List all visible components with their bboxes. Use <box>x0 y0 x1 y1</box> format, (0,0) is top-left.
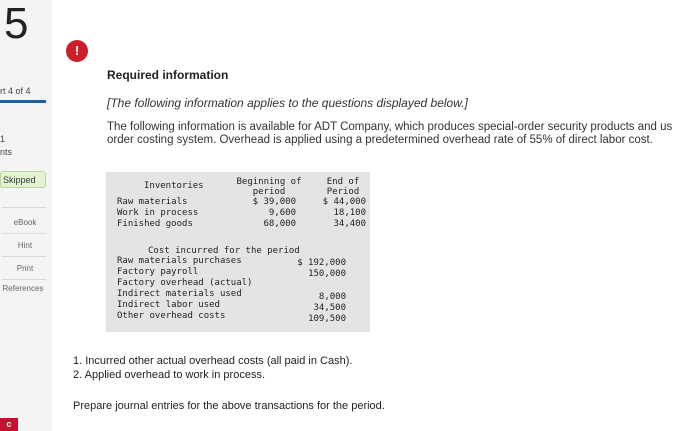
cost-label: Raw materials purchases <box>117 256 242 266</box>
ebook-link[interactable]: eBook <box>13 218 37 227</box>
cost-value: 109,500 <box>308 314 346 324</box>
costs-header: Cost incurred for the period <box>148 246 300 256</box>
inventory-begin: 68,000 <box>263 219 296 229</box>
brand-logo: c <box>0 418 18 431</box>
required-info-subtitle: [The following information applies to the questions displayed below.] <box>107 96 468 110</box>
inventory-label: Work in process <box>117 208 199 218</box>
requirements-list <box>73 354 352 382</box>
inventory-end: 34,400 <box>333 219 366 229</box>
question-sidebar <box>0 0 52 431</box>
col-begin-header: Beginning of <box>236 177 302 187</box>
cost-label: Factory payroll <box>117 267 199 277</box>
status-badge: Skipped <box>0 171 46 188</box>
inventory-label: Raw materials <box>117 197 188 207</box>
sidebar-divider <box>2 233 46 234</box>
references-link[interactable]: References <box>2 284 44 293</box>
hint-link[interactable]: Hint <box>17 241 33 250</box>
question-number: 5 <box>4 0 29 48</box>
cost-label: Indirect labor used <box>117 300 220 310</box>
requirement-item: 1. Incurred other actual overhead costs (all paid in Cash). <box>73 355 353 367</box>
cost-value: 8,000 <box>318 292 346 302</box>
points-label: nts <box>0 147 13 157</box>
points-value: 1 <box>0 134 6 144</box>
inventory-end: 18,100 <box>333 208 366 218</box>
cost-label: Indirect materials used <box>117 289 242 299</box>
sidebar-divider <box>2 279 46 280</box>
part-indicator: rt 4 of 4 <box>0 86 31 96</box>
inventories-table <box>106 172 370 238</box>
inventory-label: Finished goods <box>117 219 193 229</box>
sidebar-divider <box>2 256 46 257</box>
sidebar-divider <box>2 207 46 208</box>
inventories-header: Inventories <box>144 181 204 191</box>
col-end-header: Period <box>326 187 360 197</box>
intro-text <box>107 121 700 147</box>
alert-icon: ! <box>66 40 88 62</box>
col-end-header: End of <box>326 177 360 187</box>
part-progress-bar <box>0 100 46 103</box>
inventory-end: $ 44,000 <box>322 197 366 207</box>
col-begin-header: period <box>252 187 286 197</box>
intro-line: order costing system. Overhead is applied using a predetermined overhead rate of 55% of direct labor cost. <box>107 134 653 146</box>
cost-label: Other overhead costs <box>117 311 226 321</box>
cost-value: 150,000 <box>308 269 346 279</box>
cost-label: Factory overhead (actual) <box>117 278 253 288</box>
prepare-instruction: Prepare journal entries for the above transactions for the period. <box>73 400 385 412</box>
costs-table <box>106 244 370 332</box>
inventory-begin: 9,600 <box>268 208 296 218</box>
cost-value: $ 192,000 <box>297 258 346 268</box>
inventory-begin: $ 39,000 <box>252 197 296 207</box>
requirement-item: 2. Applied overhead to work in process. <box>73 369 266 381</box>
required-info-title: Required information <box>107 68 229 82</box>
data-panel <box>106 172 370 332</box>
print-link[interactable]: Print <box>16 264 34 273</box>
cost-value: 34,500 <box>313 303 346 313</box>
intro-line: The following information is available for ADT Company, which produces special-order security products and us <box>107 121 673 133</box>
